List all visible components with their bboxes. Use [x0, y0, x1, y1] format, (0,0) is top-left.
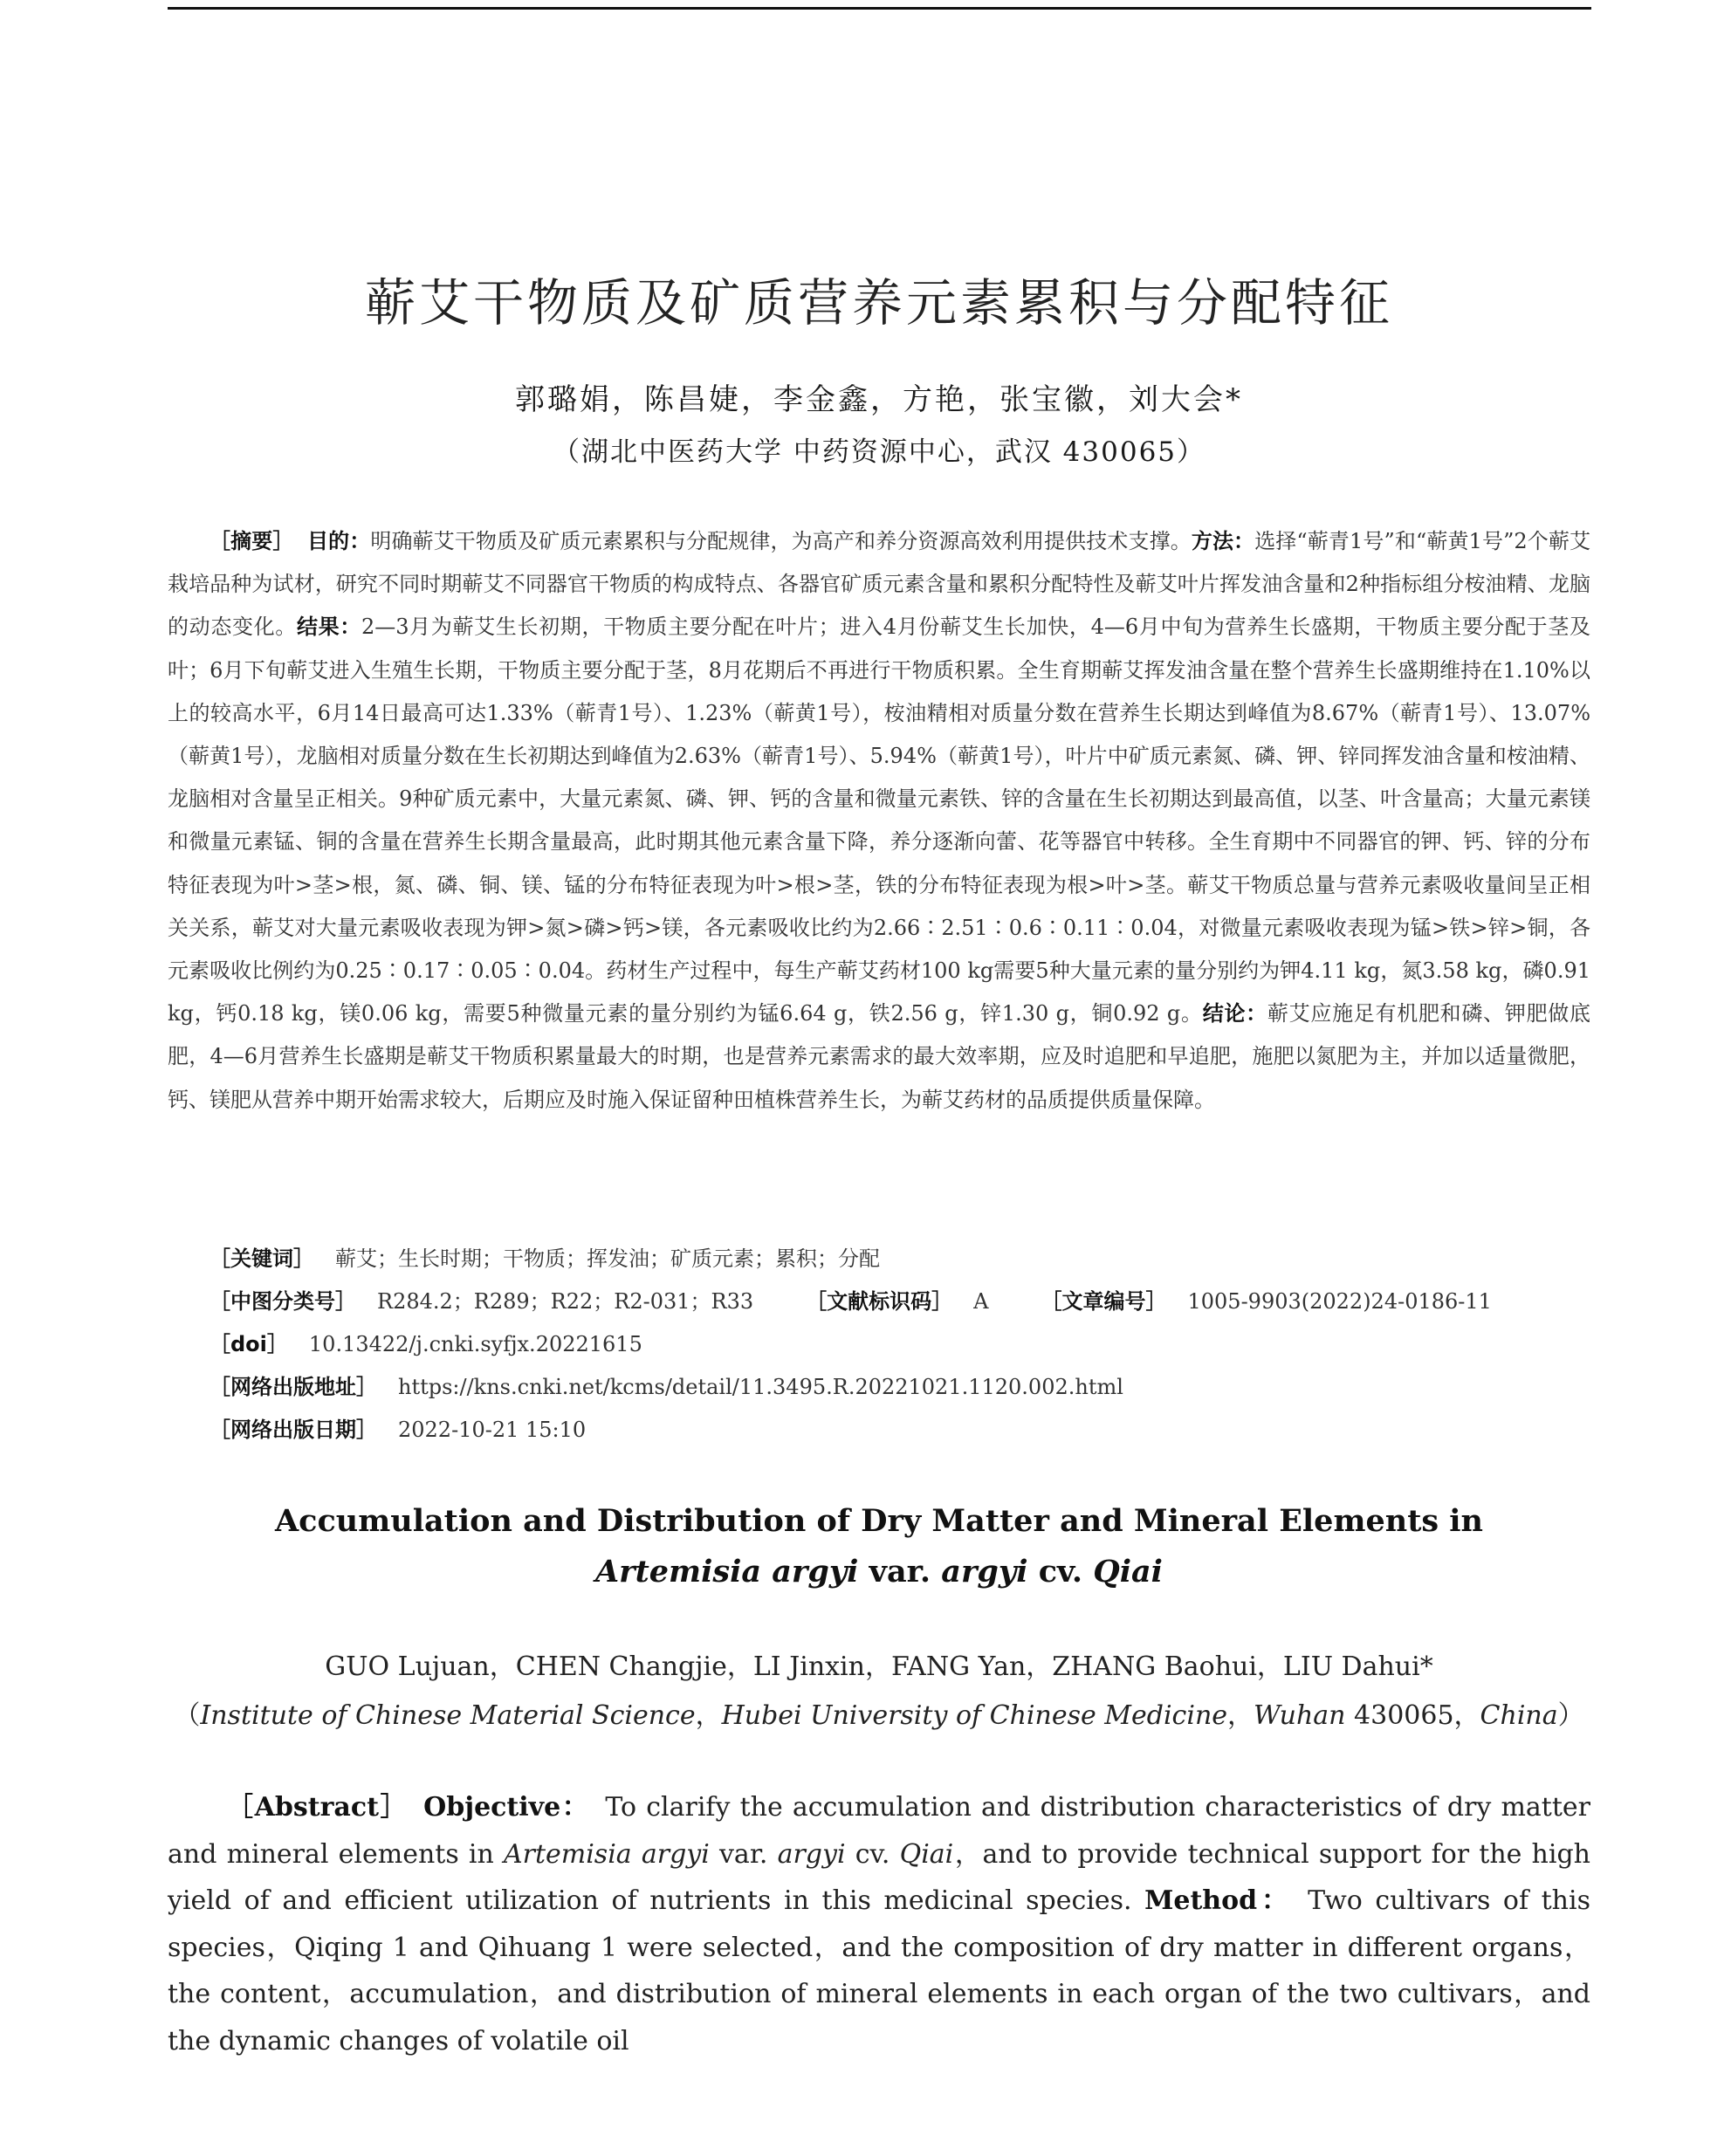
chinese-abstract: [168, 520, 1590, 1122]
en-abstract-label: ［Abstract］: [227, 1792, 409, 1823]
doc-code-value: A: [973, 1289, 989, 1314]
conclusion-text: 蕲艾应施足有机肥和磷、钾肥做底肥，4—6月营养生长盛期是蕲艾干物质积累量最大的时期，也是营养元素需求的最大效率期，应及时追肥和早追肥，施肥以氮肥为主，并加以适量微肥，钙、镁肥从营养中期开始需求较大，后期应及时施入保证留种田植株营养生长，为蕲艾药材的品质提供质量保障。: [168, 1001, 1591, 1112]
result-text: 2—3月为蕲艾生长初期，干物质主要分配在叶片；进入4月份蕲艾生长加快，4—6月中旬为营养生长盛期，干物质主要分配于茎及叶；6月下旬蕲艾进入生殖生长期，干物质主要分配于茎，8月花期后不再进行干物质积累。全生育期蕲艾挥发油含量在整个营养生长盛期维持在1.10%以上的较高水平，6月14日最高可达1.33%（蕲青1号）、1.23%（蕲黄1号），桉油精相对质量分数在营养生长期达到峰值为8.67%（蕲青1号）、13.07%（蕲黄1号），龙脑相对质量分数在生长初期达到峰值为2.63%（蕲青1号）、5.94%（蕲黄1号），叶片中矿质元素氮、磷、钾、锌同挥发油含量和桉油精、龙脑相对含量呈正相关。9种矿质元素中，大量元素氮、磷、钾、钙的含量和微量元素铁、锌的含量在生长初期达到最高值，以茎、叶含量高；大量元素镁和微量元素锰、铜的含量在营养生长期含量最高，此时期其他元素含量下降，养分逐渐向蕾、花等器官中转移。全生育期中不同器官的钾、钙、锌的分布特征表现为叶>茎>根，氮、磷、铜、镁、锰的分布特征表现为叶>根>茎，铁的分布特征表现为根>叶>茎。蕲艾干物质总量与营养元素吸收量间呈正相关关系，蕲艾对大量元素吸收表现为钾>氮>磷>钙>镁，各元素吸收比约为2.66∶2.51∶0.6∶0.11∶0.04，对微量元素吸收表现为锰>铁>锌>铜，各元素吸收比例约为0.25∶0.17∶0.05∶0.04。药材生产过程中，每生产蕲艾药材100 kg需要5种大量元素的量分别约为钾4.11 kg，氮3.58 kg，磷0.91 kg，钙0.18 kg，镁0.06 kg，需要5种微量元素的量分别约为锰6.64 g，铁2.56 g，锌1.30 g，铜0.92 g。: [168, 615, 1591, 1027]
objective-label: 目的：: [306, 529, 371, 553]
english-abstract: ［Abstract］ Objective： To clarify the accumulation and distribution characteristics of dry matter and mineral elements in Artemisia argyi var. argyi cv. Qiai，and to provide technical support for the high yield of and efficient utilization of nutrients in this medicinal species. Method： Two cultivars of this species，Qiqing 1 and Qihuang 1 were selected，and the composition of dry matter in different organs，the content，accumulation，and distribution of mineral elements in each organ of the two cultivars，and the dynamic changes of volatile oil: [168, 1792, 1590, 2056]
classification-line: [210, 1284, 1590, 1315]
en-objective-label: Objective：: [423, 1792, 590, 1823]
keywords: 蕲艾；生长时期；干物质；挥发油；矿质元素；累积；分配: [335, 1246, 880, 1271]
keywords-line: [210, 1241, 1590, 1272]
clc-label: ［中图分类号］: [210, 1289, 356, 1314]
english-affiliation: （Institute of Chinese Material Science，Hubei University of Chinese Medicine，Wuhan 430065，China）: [174, 1700, 1584, 1731]
doc-code-label: ［文献标识码］: [806, 1289, 953, 1314]
online-url-link[interactable]: https://kns.cnki.net/kcms/detail/11.3495.R.20221021.1120.002.html: [398, 1375, 1123, 1399]
method-text: 选择“蕲青1号”和“蕲黄1号”2个蕲艾栽培品种为试材，研究不同时期蕲艾不同器官干物质的构成特点、各器官矿质元素含量和累积分配特性及蕲艾叶片挥发油含量和2种指标组分桉油精、龙脑的动态变化。: [168, 529, 1591, 640]
online-date-label: ［网络出版日期］: [210, 1418, 377, 1442]
doi-line: [210, 1327, 1590, 1357]
en-method-label: Method：: [1144, 1885, 1293, 1916]
english-title-line2: Artemisia argyi var. argyi cv. Qiai: [595, 1554, 1163, 1590]
article-no-label: ［文章编号］: [1041, 1289, 1167, 1314]
english-title-line1: Accumulation and Distribution of Dry Matter and Mineral Elements in: [275, 1503, 1483, 1539]
abstract-label: ［摘要］: [210, 529, 294, 553]
result-label: 结果：: [296, 615, 361, 640]
online-date-value: 2022-10-21 15:10: [398, 1418, 587, 1442]
conclusion-label: 结论：: [1202, 1001, 1267, 1027]
online-url-label: ［网络出版地址］: [210, 1375, 377, 1399]
article-no-value: 1005-9903(2022)24-0186-11: [1187, 1289, 1492, 1314]
english-title: [168, 1496, 1590, 1597]
doi-label: ［doi］: [210, 1332, 288, 1356]
online-date-line: [210, 1412, 1590, 1443]
method-label: 方法：: [1191, 529, 1255, 553]
chinese-authors: 郭璐娟，陈昌婕，李金鑫，方艳，张宝徽，刘大会*: [515, 382, 1243, 417]
en-method-text: Two cultivars of this species，Qiqing 1 and Qihuang 1 were selected，and the composition of dry matter in different organs，the content，accumulation，and distribution of mineral elements in each organ of the two cultivars，and the dynamic changes of volatile oil: [168, 1885, 1590, 2056]
clc-value: R284.2；R289；R22；R2-031；R33: [377, 1289, 754, 1314]
english-authors: GUO Lujuan，CHEN Changjie，LI Jinxin，FANG Yan，ZHANG Baohui，LIU Dahui*: [325, 1651, 1433, 1682]
chinese-affiliation: （湖北中医药大学 中药资源中心，武汉 430065）: [552, 436, 1206, 468]
objective-text: 明确蕲艾干物质及矿质元素累积与分配规律，为高产和养分资源高效利用提供技术支撑。: [370, 529, 1192, 553]
header-rule: [168, 7, 1591, 10]
keywords-label: ［关键词］: [210, 1246, 314, 1271]
chinese-title: 蕲艾干物质及矿质营养元素累积与分配特征: [364, 273, 1393, 333]
online-url-line: [210, 1370, 1590, 1400]
doi-value: 10.13422/j.cnki.syfjx.20221615: [308, 1332, 642, 1356]
